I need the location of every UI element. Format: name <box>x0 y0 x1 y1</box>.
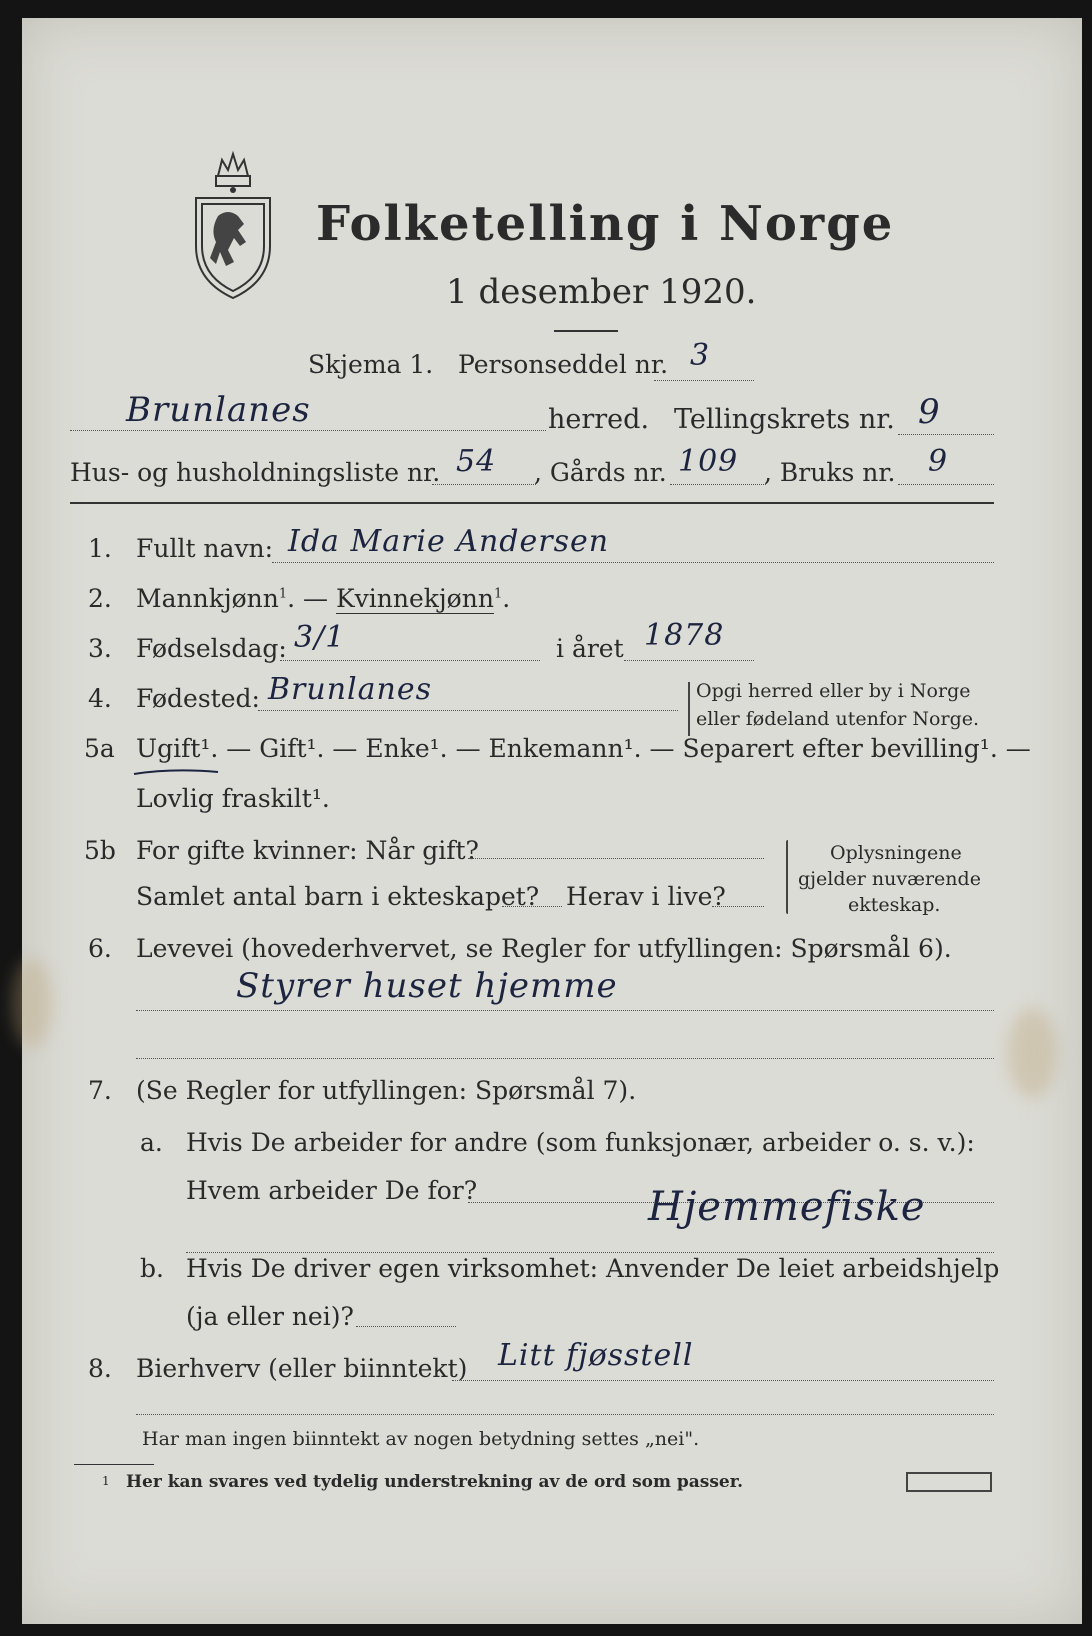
q5b-number: 5b <box>84 836 116 865</box>
q7b-line-2: (ja eller nei)? <box>186 1302 354 1331</box>
tellingskrets-label: Tellingskrets nr. <box>674 404 895 435</box>
q5b-children-line <box>502 906 562 907</box>
personseddel-label: Personseddel nr. <box>458 350 669 379</box>
q5a-options[interactable]: Ugift¹. — Gift¹. — Enke¹. — Enkemann¹. — Separert efter bevilling¹. — <box>136 734 1031 763</box>
q6-label: Levevei (hovederhvervet, se Regler for utfyllingen: Spørsmål 6). <box>136 934 952 963</box>
birthplace-value[interactable]: Brunlanes <box>268 672 432 707</box>
q5b-label-1: For gifte kvinner: Når gift? <box>136 836 479 865</box>
footnote-ref: 1 <box>278 586 288 602</box>
q1-label: Fullt navn: <box>136 534 274 563</box>
q2-options <box>136 584 510 613</box>
q5b-brace <box>786 840 788 914</box>
q7a-line-2: Hvem arbeider De for? <box>186 1176 478 1205</box>
q4-number: 4. <box>88 684 112 713</box>
q8-label: Bierhverv (eller biinntekt) <box>136 1354 468 1383</box>
q5b-note-3: ekteskap. <box>848 894 941 916</box>
herred-line <box>70 430 546 431</box>
q5b-alive-line <box>712 906 764 907</box>
employer-value[interactable]: Hjemmefiske <box>648 1184 926 1230</box>
paper-stain <box>12 958 52 1048</box>
q3-day-line <box>280 660 540 661</box>
herred-label: herred. <box>548 404 650 435</box>
q5b-note-1: Oplysningene <box>830 842 962 864</box>
separator: . <box>502 584 511 613</box>
q5b-label-3: Herav i live? <box>566 882 726 911</box>
footer-note: Har man ingen biinntekt av nogen betydning settes „nei". <box>142 1428 700 1450</box>
bruks-line <box>898 484 994 485</box>
q4-line <box>258 710 678 711</box>
q4-label: Fødested: <box>136 684 260 713</box>
q1-number: 1. <box>88 534 112 563</box>
hus-value[interactable]: 54 <box>456 444 497 479</box>
hus-line <box>432 484 536 485</box>
q8-number: 8. <box>88 1354 112 1383</box>
q7-number: 7. <box>88 1076 112 1105</box>
q5a-number: 5a <box>84 734 115 763</box>
q2-number: 2. <box>88 584 112 613</box>
q8-line <box>452 1380 994 1381</box>
ugift-underline-mark <box>132 766 222 782</box>
header-divider <box>554 330 618 332</box>
tellingskrets-line <box>898 434 994 435</box>
q3-year-line <box>624 660 754 661</box>
bruks-label: , Bruks nr. <box>764 458 896 487</box>
q4-note-2: eller fødeland utenfor Norge. <box>696 708 980 730</box>
norway-coat-of-arms-icon <box>188 146 278 306</box>
tellingskrets-value[interactable]: 9 <box>918 392 941 432</box>
full-name-value[interactable]: Ida Marie Andersen <box>288 524 610 559</box>
q5b-married-line <box>468 858 764 859</box>
q8-line-2 <box>136 1414 994 1415</box>
q3-number: 3. <box>88 634 112 663</box>
q6-line-2 <box>136 1058 994 1059</box>
q7a-employer-line-2 <box>186 1252 994 1253</box>
q7-label: (Se Regler for utfyllingen: Spørsmål 7). <box>136 1076 637 1105</box>
paper-stain <box>1007 1008 1057 1098</box>
herred-value[interactable]: Brunlanes <box>126 390 311 430</box>
form-title: Folketelling i Norge <box>316 196 895 252</box>
q4-note-1: Opgi herred eller by i Norge <box>696 680 971 702</box>
birth-year-value[interactable]: 1878 <box>644 618 725 653</box>
personseddel-line <box>654 380 754 381</box>
option-mannkjonn[interactable]: Mannkjønn <box>136 584 279 613</box>
q1-line <box>272 562 994 563</box>
schema-label: Skjema 1. <box>308 350 434 379</box>
printer-stamp-icon <box>906 1472 992 1492</box>
bruks-value[interactable]: 9 <box>928 444 949 479</box>
q7a-line-1: Hvis De arbeider for andre (som funksjonær, arbeider o. s. v.): <box>186 1128 975 1157</box>
footnote-text: Her kan svares ved tydelig understrekning av de ord som passer. <box>126 1472 744 1492</box>
hus-label: Hus- og husholdningsliste nr. <box>70 458 441 487</box>
footnote-ref: 1 <box>493 586 503 602</box>
q6-line-1 <box>136 1010 994 1011</box>
q7a-number: a. <box>140 1128 163 1157</box>
q7b-answer-line <box>356 1326 456 1327</box>
gards-label: , Gårds nr. <box>534 458 667 487</box>
section-divider <box>70 502 994 504</box>
q5b-label-2: Samlet antal barn i ekteskapet? <box>136 882 540 911</box>
q3-year-label: i året <box>556 634 624 663</box>
q3-label: Fødselsdag: <box>136 634 287 663</box>
occupation-value[interactable]: Styrer huset hjemme <box>236 966 618 1006</box>
q7b-number: b. <box>140 1254 164 1283</box>
q7b-line-1: Hvis De driver egen virksomhet: Anvender De leiet arbeidshjelp <box>186 1254 1000 1283</box>
side-income-value[interactable]: Litt fjøsstell <box>498 1338 694 1373</box>
q4-brace <box>688 682 690 736</box>
census-date: 1 desember 1920. <box>446 272 757 312</box>
personseddel-value[interactable]: 3 <box>690 338 711 373</box>
birthday-value[interactable]: 3/1 <box>294 620 346 655</box>
footnote-mark: 1 <box>102 1474 110 1488</box>
option-kvinnekjonn[interactable]: Kvinnekjønn <box>335 584 494 613</box>
census-form <box>22 18 1082 1624</box>
separator: . — <box>287 584 336 613</box>
q5b-note-2: gjelder nuværende <box>798 868 981 890</box>
footnote-divider <box>74 1464 154 1465</box>
gards-line <box>670 484 766 485</box>
q5a-options-2[interactable]: Lovlig fraskilt¹. <box>136 784 330 813</box>
q6-number: 6. <box>88 934 112 963</box>
gards-value[interactable]: 109 <box>678 444 739 479</box>
